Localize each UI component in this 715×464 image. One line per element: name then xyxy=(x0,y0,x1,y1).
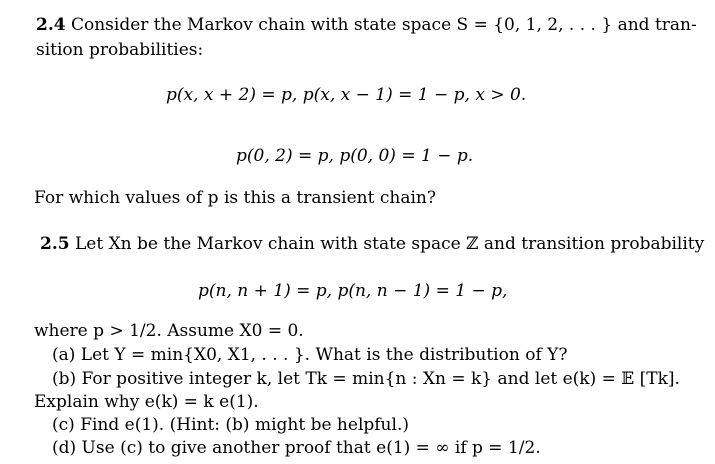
problem-2-4-number: 2.4 xyxy=(36,15,66,35)
problem-2-5-part-b-continued: Explain why e(k) = k e(1). xyxy=(34,392,259,412)
problem-2-5-part-b: (b) For positive integer k, let Tk = min{n : Xn = k} and let e(k) = 𝔼 [Tk]. xyxy=(52,369,680,389)
problem-2-5-equation: p(n, n + 1) = p, p(n, n − 1) = 1 − p, xyxy=(198,281,508,301)
problem-2-4-line-1 xyxy=(36,14,697,36)
problem-2-5-line-2: where p > 1/2. Assume X0 = 0. xyxy=(34,321,304,341)
problem-2-5-line-1 xyxy=(40,233,704,255)
problem-2-4-equation-2: p(0, 2) = p, p(0, 0) = 1 − p. xyxy=(236,146,474,166)
problem-2-5-part-d: (d) Use (c) to give another proof that e(1) = ∞ if p = 1/2. xyxy=(52,438,541,458)
problem-2-5-part-a: (a) Let Y = min{X0, X1, . . . }. What is the distribution of Y? xyxy=(52,345,568,365)
problem-2-5-number: 2.5 xyxy=(40,234,70,254)
problem-2-4-equation-1: p(x, x + 2) = p, p(x, x − 1) = 1 − p, x > 0. xyxy=(166,85,527,105)
problem-2-4-question: For which values of p is this a transient chain? xyxy=(34,188,436,208)
problem-2-5-part-c: (c) Find e(1). (Hint: (b) might be helpful.) xyxy=(52,415,409,435)
problem-2-5-text-1: Let Xn be the Markov chain with state space ℤ and transition probability xyxy=(74,234,705,254)
problem-2-4-text-1: Consider the Markov chain with state space S = {0, 1, 2, . . . } and tran- xyxy=(70,15,697,35)
problem-2-4-line-2: sition probabilities: xyxy=(36,40,204,60)
